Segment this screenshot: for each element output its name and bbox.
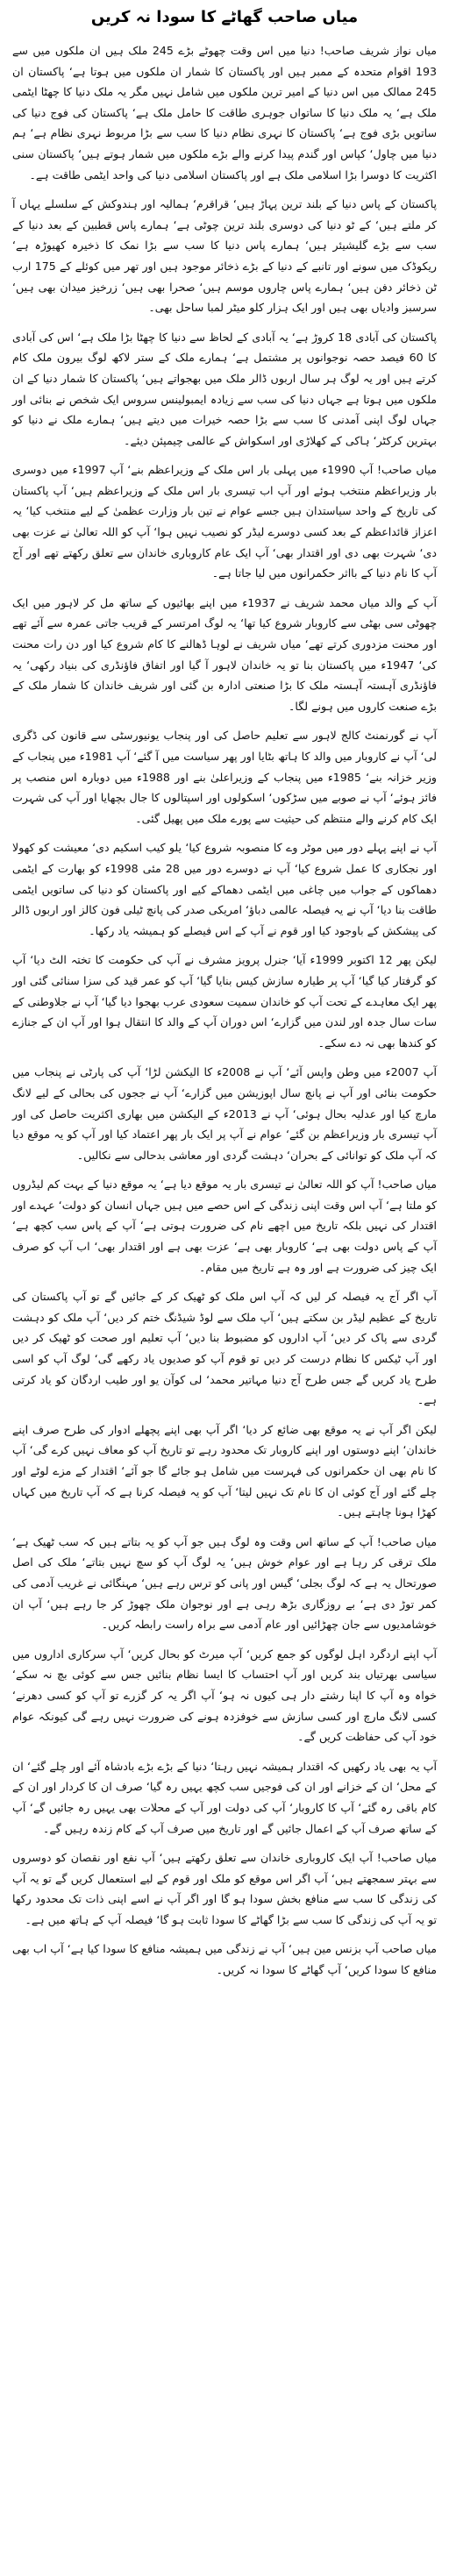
article-paragraph: میاں صاحب! آپ ایک کاروباری خاندان سے تعلق رکھتے ہیں‘ آپ نفع اور نقصان کو دوسروں سے بہتر سمجھتے ہیں‘ آپ اگر اس موقع کو ملک اور قوم کے لیے استعمال کریں گے تو یہ آپ کی زندگی کا سب سے منافع بخش سودا ہو گا اور اگر آپ نے اسے اپنی ذات تک محدود رکھا تو یہ آپ کی زندگی کا سب سے بڑا گھاٹے کا سودا ثابت ہو گا‘ فیصلہ آپ کے ہاتھ میں ہے۔ xyxy=(12,1851,437,1926)
article-paragraph: پاکستان کے پاس دنیا کے بلند ترین پہاڑ ہیں‘ قراقرم‘ ہمالیہ اور ہندوکش کے سلسلے یہاں آ کر ملتے ہیں‘ کے ٹو دنیا کی دوسری بلند ترین چوٹی ہے‘ ہمارے پاس قطبین کے بعد دنیا کے سب سے بڑے گلیشیئر ہیں‘ ہمارے پاس دنیا کا سب سے بڑا نمک کا ذخیرہ کھیوڑہ ہے‘ ریکوڈک میں سونے اور تانبے کے دنیا کے بڑے ذخائر موجود ہیں اور تھر میں کوئلے کے 175 ارب ٹن ذخائر دفن ہیں‘ ہمارے پاس چاروں موسم ہیں‘ صحرا بھی ہیں‘ زرخیز میدان بھی ہیں‘ سرسبز وادیاں بھی ہیں اور ایک ہزار کلو میٹر لمبا ساحل بھی۔ xyxy=(12,197,437,315)
article-paragraph: لیکن پھر 12 اکتوبر 1999ء آیا‘ جنرل پرویز مشرف نے آپ کی حکومت کا تختہ الٹ دیا‘ آپ کو گرفتار کیا گیا‘ آپ پر طیارہ سازش کیس بنایا گیا‘ آپ کو عمر قید کی سزا سنائی گئی اور پھر ایک معاہدے کے تحت آپ کو خاندان سمیت سعودی عرب بھجوا دیا گیا‘ آپ نے جلاوطنی کے سات سال جدہ اور لندن میں گزارے‘ اس دوران آپ کے والد کا انتقال ہوا اور آپ ان کے جنازے کو کندھا بھی نہ دے سکے۔ xyxy=(12,953,437,1050)
article-paragraph: آپ اپنے اردگرد اہل لوگوں کو جمع کریں‘ آپ میرٹ کو بحال کریں‘ آپ سرکاری اداروں میں سیاسی بھرتیاں بند کریں اور آپ احتساب کا ایسا نظام بنائیں جس سے کوئی بچ نہ سکے‘ خواہ وہ آپ کا اپنا رشتے دار ہی کیوں نہ ہو‘ آپ اگر یہ کر گزرے تو آپ کو کسی دھرنے‘ کسی لانگ مارچ اور کسی سازش سے خوفزدہ ہونے کی ضرورت نہیں رہے گی کیونکہ عوام خود آپ کی حفاظت کریں گے۔ xyxy=(12,1647,437,1744)
article-body xyxy=(12,40,437,1981)
article-paragraph: آپ نے گورنمنٹ کالج لاہور سے تعلیم حاصل کی اور پنجاب یونیورسٹی سے قانون کی ڈگری لی‘ آپ نے کاروبار میں والد کا ہاتھ بٹایا اور پھر سیاست میں آ گئے‘ آپ 1981ء میں پنجاب کے وزیر خزانہ بنے‘ 1985ء میں پنجاب کے وزیراعلیٰ بنے اور 1988ء میں دوبارہ اس منصب پر فائز ہوئے‘ آپ نے صوبے میں سڑکوں‘ اسکولوں اور اسپتالوں کا جال بچھایا اور آپ کی شہرت ایک کام کرنے والے منتظم کی حیثیت سے پورے ملک میں پھیل گئی۔ xyxy=(12,729,437,825)
article-paragraph: آپ نے اپنے پہلے دور میں موٹر وے کا منصوبہ شروع کیا‘ یلو کیب اسکیم دی‘ معیشت کو کھولا اور نجکاری کا عمل شروع کیا‘ آپ نے دوسرے دور میں 28 مئی 1998ء کو بھارت کے ایٹمی دھماکوں کے جواب میں چاغی میں ایٹمی دھماکے کیے اور پاکستان کو دنیا کی ساتویں ایٹمی طاقت بنا دیا‘ آپ نے یہ فیصلہ عالمی دباؤ‘ امریکی صدر کی پانچ ٹیلی فون کالز اور اربوں ڈالر کی پیشکش کے باوجود کیا اور قوم نے آپ کے اس فیصلے کو ہمیشہ یاد رکھا۔ xyxy=(12,841,437,937)
article-paragraph: میاں صاحب آپ بزنس مین ہیں‘ آپ نے زندگی میں ہمیشہ منافع کا سودا کیا ہے‘ آپ اب بھی منافع کا سودا کریں‘ آپ گھاٹے کا سودا نہ کریں۔ xyxy=(12,1942,437,1977)
article-paragraph: آپ یہ بھی یاد رکھیں کہ اقتدار ہمیشہ نہیں رہتا‘ دنیا کے بڑے بڑے بادشاہ آئے اور چلے گئے‘ ان کے محل‘ ان کے خزانے اور ان کی فوجیں سب کچھ یہیں رہ گیا‘ صرف ان کا کردار اور ان کے کام باقی رہ گئے‘ آپ کا کاروبار‘ آپ کی دولت اور آپ کے محلات بھی یہیں رہ جائیں گے‘ آپ کے ساتھ صرف آپ کے اعمال جائیں گے اور تاریخ میں صرف آپ کے کام زندہ رہیں گے۔ xyxy=(12,1759,437,1835)
article-paragraph: لیکن اگر آپ نے یہ موقع بھی ضائع کر دیا‘ اگر آپ بھی اپنے پچھلے ادوار کی طرح صرف اپنے خاندان‘ اپنے دوستوں اور اپنے کاروبار تک محدود رہے تو تاریخ آپ کو معاف نہیں کرے گی‘ آپ کا نام بھی ان حکمرانوں کی فہرست میں شامل ہو جائے گا جو آئے‘ اقتدار کے مزے لوٹے اور چلے گئے اور آج کوئی ان کا نام تک نہیں لیتا‘ آپ کو یہ فیصلہ کرنا ہے کہ آپ تاریخ میں کہاں کھڑا ہونا چاہتے ہیں۔ xyxy=(12,1422,437,1519)
article-paragraph: میاں صاحب! آپ کے ساتھ اس وقت وہ لوگ ہیں جو آپ کو یہ بتاتے ہیں کہ سب ٹھیک ہے‘ ملک ترقی کر رہا ہے اور عوام خوش ہیں‘ یہ لوگ آپ کو سچ نہیں بتاتے‘ ملک کی اصل صورتحال یہ ہے کہ لوگ بجلی‘ گیس اور پانی کو ترس رہے ہیں‘ مہنگائی نے غریب آدمی کی کمر توڑ دی ہے‘ بے روزگاری بڑھ رہی ہے اور نوجوان ملک چھوڑ کر جا رہے ہیں‘ آپ ان خوشامدیوں سے جان چھڑائیں اور عام آدمی سے براہ راست رابطہ کریں۔ xyxy=(12,1534,437,1632)
article-headline: میاں صاحب گھاٹے کا سودا نہ کریں xyxy=(90,8,359,26)
article-paragraph: میاں صاحب! آپ کو اللہ تعالیٰ نے تیسری بار یہ موقع دیا ہے‘ یہ موقع دنیا کے بہت کم لیڈروں کو ملتا ہے‘ آپ اس وقت اپنی زندگی کے اس حصے میں ہیں جہاں انسان کو دولت‘ عہدے اور اقتدار کی نہیں بلکہ تاریخ میں اچھے نام کی ضرورت ہوتی ہے‘ آپ کے پاس سب کچھ ہے‘ آپ کے پاس دولت بھی ہے‘ کاروبار بھی ہے‘ عزت بھی ہے اور اقتدار بھی‘ اب آپ کو صرف ایک چیز کی ضرورت ہے اور وہ ہے تاریخ میں مقام۔ xyxy=(12,1178,437,1274)
article-paragraph: پاکستان کی آبادی 18 کروڑ ہے‘ یہ آبادی کے لحاظ سے دنیا کا چھٹا بڑا ملک ہے‘ اس کی آبادی کا 60 فیصد حصہ نوجوانوں پر مشتمل ہے‘ ہمارے ملک کے ستر لاکھ لوگ بیرون ملک کام کرتے ہیں اور یہ لوگ ہر سال اربوں ڈالر ملک میں بھجواتے ہیں‘ پاکستان کا شمار دنیا کے ان ملکوں میں ہوتا ہے جہاں دنیا کی سب سے زیادہ ایمبولینس سروس ایک شخص نے بنائی اور جہاں لوگ اپنی آمدنی کا سب سے بڑا حصہ خیرات میں دیتے ہیں‘ ہمارے ملک نے دنیا کو بہترین کرکٹر‘ ہاکی کے کھلاڑی اور اسکواش کے عالمی چیمپئن دیئے۔ xyxy=(12,330,437,447)
article-paragraph: آپ کے والد میاں محمد شریف نے 1937ء میں اپنے بھائیوں کے ساتھ مل کر لاہور میں ایک چھوٹی سی بھٹی سے کاروبار شروع کیا تھا‘ یہ لوگ امرتسر کے قریب جاتی عمرہ سے آئے تھے اور محنت مزدوری کرتے تھے‘ میاں شریف نے لوہا ڈھالنے کا کام شروع کیا اور دن رات محنت کی‘ 1947ء میں پاکستان بنا تو یہ خاندان لاہور آ گیا اور اتفاق فاؤنڈری کی بنیاد رکھی‘ یہ فاؤنڈری آہستہ آہستہ ملک کا بڑا صنعتی ادارہ بن گئی اور شریف خاندان کا شمار ملک کے بڑے صنعت کاروں میں ہونے لگا۔ xyxy=(12,595,437,713)
article-paragraph: آپ 2007ء میں وطن واپس آئے‘ آپ نے 2008ء کا الیکشن لڑا‘ آپ کی پارٹی نے پنجاب میں حکومت بنائی اور آپ نے پانچ سال اپوزیشن میں گزارے‘ آپ نے ججوں کی بحالی کے لیے لانگ مارچ کیا اور عدلیہ بحال ہوئی‘ آپ نے 2013ء کے الیکشن میں بھاری اکثریت حاصل کی اور آپ تیسری بار وزیراعظم بن گئے‘ عوام نے آپ پر ایک بار پھر اعتماد کیا اور آپ کو یہ موقع دیا کہ آپ ملک کو توانائی کے بحران‘ دہشت گردی اور معاشی بدحالی سے نکالیں۔ xyxy=(12,1065,437,1162)
article-paragraph: میاں صاحب! آپ 1990ء میں پہلی بار اس ملک کے وزیراعظم بنے‘ آپ 1997ء میں دوسری بار وزیراعظم منتخب ہوئے اور آپ اب تیسری بار اس ملک کے وزیراعظم ہیں‘ آپ پاکستان کی تاریخ کے واحد سیاستدان ہیں جسے عوام نے تین بار وزارت عظمیٰ کے لیے منتخب کیا‘ یہ اعزاز قائداعظم کے بعد کسی دوسرے لیڈر کو نصیب نہیں ہوا‘ آپ کو اللہ تعالیٰ نے عزت بھی دی‘ شہرت بھی دی اور اقتدار بھی‘ آپ ایک عام کاروباری خاندان سے تعلق رکھتے تھے اور آج آپ کا نام دنیا کے بااثر حکمرانوں میں لیا جاتا ہے۔ xyxy=(12,463,437,580)
article-paragraph: آپ اگر آج یہ فیصلہ کر لیں کہ آپ اس ملک کو ٹھیک کر کے جائیں گے تو آپ پاکستان کی تاریخ کے عظیم لیڈر بن سکتے ہیں‘ آپ ملک سے لوڈ شیڈنگ ختم کر دیں‘ آپ ملک کو دہشت گردی سے پاک کر دیں‘ آپ اداروں کو مضبوط بنا دیں‘ آپ تعلیم اور صحت کو ٹھیک کر دیں اور آپ ٹیکس کا نظام درست کر دیں تو قوم آپ کو صدیوں یاد رکھے گی‘ لوگ آپ کو اسی طرح یاد کریں گے جس طرح آج دنیا مہاتیر محمد‘ لی کوآن یو اور طیب اردگان کو یاد کرتی ہے۔ xyxy=(12,1290,437,1407)
article-paragraph: میاں نواز شریف صاحب! دنیا میں اس وقت چھوٹے بڑے 245 ملک ہیں ان ملکوں میں سے 193 اقوام متحدہ کے ممبر ہیں اور پاکستان کا شمار ان ملکوں میں ہوتا ہے‘ پاکستان ان 245 ممالک میں اس دنیا کے امیر ترین ملکوں میں شامل نہیں مگر یہ ملک دنیا کا چھٹا ایٹمی ملک ہے‘ یہ ملک دنیا کا ساتواں جوہری طاقت کا حامل ملک ہے‘ پاکستان کی فوج دنیا کی ساتویں بڑی فوج ہے‘ پاکستان کا نہری نظام دنیا کا سب سے بڑا مربوط نہری نظام ہے‘ ہم دنیا میں چاول‘ کپاس اور گندم پیدا کرنے والے بڑے ملکوں میں شمار ہوتے ہیں‘ پاکستان سنی اکثریت کا دوسرا بڑا اسلامی ملک ہے اور پاکستان اسلامی دنیا کی واحد ایٹمی طاقت ہے۔ xyxy=(12,44,437,181)
